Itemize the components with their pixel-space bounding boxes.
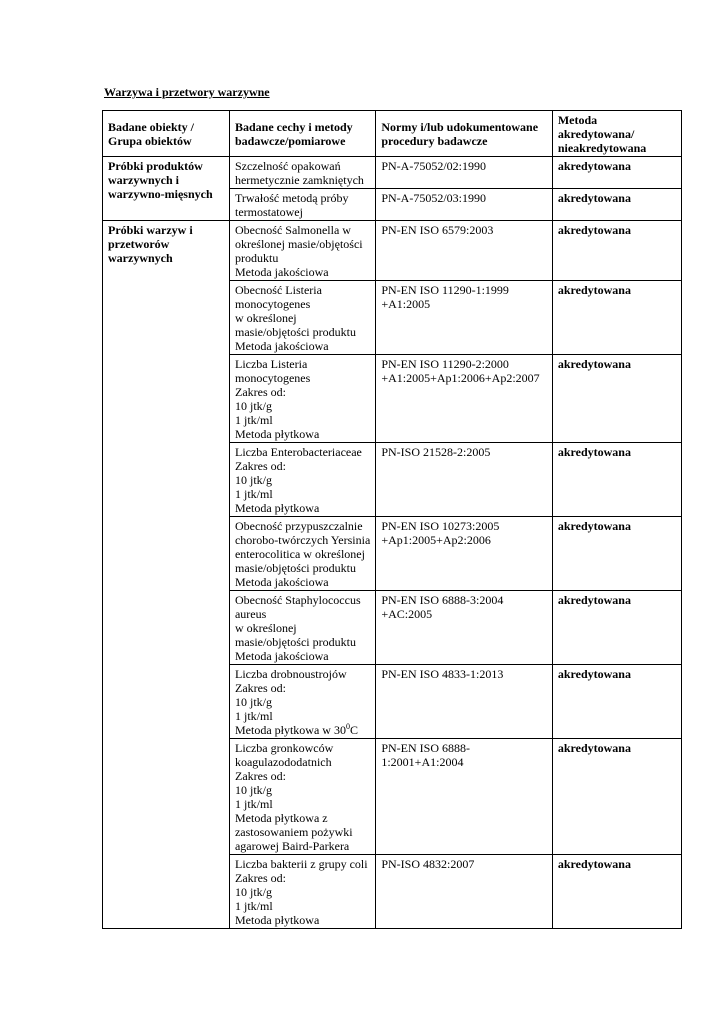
table-header-row — [103, 111, 682, 157]
object-group-cell: Próbki produktów warzywnych i warzywno-mięsnych — [103, 157, 230, 221]
status-cell: akredytowana — [552, 355, 681, 443]
feature-cell: Liczba Enterobacteriaceae Zakres od: 10 jtk/g 1 jtk/ml Metoda płytkowa — [229, 443, 375, 517]
feature-cell: Liczba bakterii z grupy coli Zakres od: 10 jtk/g 1 jtk/ml Metoda płytkowa — [229, 855, 375, 929]
degree-superscript: 0 — [345, 722, 350, 731]
status-cell: akredytowana — [552, 665, 681, 739]
accreditation-table — [102, 110, 682, 929]
feature-cell: Obecność przypuszczalnie chorobo-twórczych Yersinia enterocolitica w określonej masie/objętości produktu Metoda jakościowa — [229, 517, 375, 591]
status-cell: akredytowana — [552, 189, 681, 221]
norm-cell: PN-EN ISO 4833-1:2013 — [376, 665, 552, 739]
status-cell: akredytowana — [552, 157, 681, 189]
norm-cell: PN-ISO 4832:2007 — [376, 855, 552, 929]
header-method: Metoda akredytowana/ nieakredytowana — [552, 111, 681, 157]
norm-cell: PN-A-75052/03:1990 — [376, 189, 552, 221]
norm-cell: PN-EN ISO 11290-2:2000 +A1:2005+Ap1:2006+Ap2:2007 — [376, 355, 552, 443]
status-cell: akredytowana — [552, 443, 681, 517]
status-cell: akredytowana — [552, 517, 681, 591]
table-row — [103, 157, 682, 189]
feature-cell: Trwałość metodą próby termostatowej — [229, 189, 375, 221]
norm-cell: PN-EN ISO 6579:2003 — [376, 221, 552, 281]
feature-cell: Liczba Listeria monocytogenes Zakres od: 10 jtk/g 1 jtk/ml Metoda płytkowa — [229, 355, 375, 443]
norm-cell: PN-EN ISO 6888-3:2004 +AC:2005 — [376, 591, 552, 665]
feature-cell: Szczelność opakowań hermetycznie zamkniętych — [229, 157, 375, 189]
feature-cell: Liczba gronkowców koagulazododatnich Zakres od: 10 jtk/g 1 jtk/ml Metoda płytkowa z zastosowaniem pożywki agarowej Baird-Parkera — [229, 739, 375, 855]
feature-cell: Obecność Staphylococcus aureus w określonej masie/objętości produktu Metoda jakościowa — [229, 591, 375, 665]
feature-text-tail: C — [349, 723, 358, 737]
feature-text: Liczba drobnoustrojów Zakres od: 10 jtk/g 1 jtk/ml Metoda płytkowa w 30 — [234, 667, 347, 737]
status-cell: akredytowana — [552, 739, 681, 855]
norm-cell: PN-ISO 21528-2:2005 — [376, 443, 552, 517]
feature-cell: Obecność Salmonella w określonej masie/objętości produktu Metoda jakościowa — [229, 221, 375, 281]
table-row — [103, 221, 682, 281]
status-cell: akredytowana — [552, 221, 681, 281]
status-cell: akredytowana — [552, 281, 681, 355]
page-title: Warzywa i przetwory warzywne — [104, 85, 270, 99]
feature-cell — [229, 665, 375, 739]
object-group-cell: Próbki warzyw i przetworów warzywnych — [103, 221, 230, 929]
norm-cell: PN-EN ISO 11290-1:1999 +A1:2005 — [376, 281, 552, 355]
header-feature: Badane cechy i metody badawcze/pomiarowe — [229, 111, 375, 157]
norm-cell: PN-EN ISO 6888- 1:2001+A1:2004 — [376, 739, 552, 855]
status-cell: akredytowana — [552, 591, 681, 665]
norm-cell: PN-A-75052/02:1990 — [376, 157, 552, 189]
norm-cell: PN-EN ISO 10273:2005 +Ap1:2005+Ap2:2006 — [376, 517, 552, 591]
status-cell: akredytowana — [552, 855, 681, 929]
header-object: Badane obiekty / Grupa obiektów — [103, 111, 230, 157]
feature-cell: Obecność Listeria monocytogenes w określonej masie/objętości produktu Metoda jakościowa — [229, 281, 375, 355]
header-norm: Normy i/lub udokumentowane procedury badawcze — [376, 111, 552, 157]
